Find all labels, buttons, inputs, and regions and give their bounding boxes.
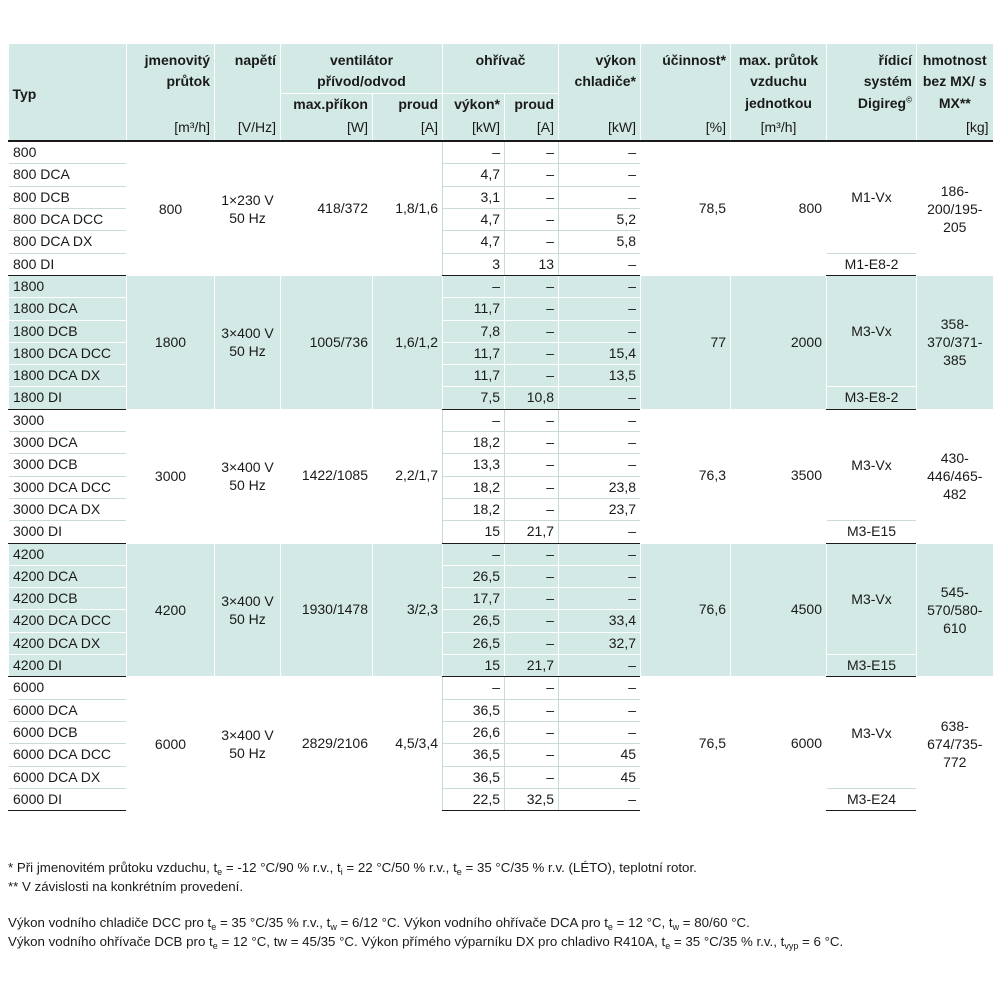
cell-typ: 4200 DCA DX — [9, 632, 127, 654]
cell-weight: 358-370/371-385 — [917, 275, 993, 409]
col-maxflow: max. průtok vzduchu jednotkou — [731, 44, 827, 117]
cell-weight: 638-674/735-772 — [917, 677, 993, 811]
cell-heater-power: 13,3 — [443, 454, 505, 476]
cell-cooler: – — [559, 320, 641, 342]
cell-heater-current: – — [505, 721, 559, 743]
cell-heater-current: – — [505, 186, 559, 208]
cell-heater-power: – — [443, 677, 505, 699]
cell-heater-power: 7,8 — [443, 320, 505, 342]
cell-typ: 3000 DCA DX — [9, 498, 127, 520]
group-1800 — [9, 275, 993, 409]
cell-weight: 430-446/465-482 — [917, 409, 993, 543]
unit-fan-current: [A] — [373, 117, 443, 141]
cell-weight: 186-200/195-205 — [917, 141, 993, 275]
cell-typ: 4200 DCA DCC — [9, 610, 127, 632]
cell-heater-power: – — [443, 275, 505, 297]
cell-typ: 6000 DCA DX — [9, 766, 127, 788]
cell-typ: 800 DCB — [9, 186, 127, 208]
cell-control: M3-Vx — [827, 677, 917, 788]
cell-typ: 3000 DCA — [9, 432, 127, 454]
copyright-mark: © — [906, 94, 913, 104]
cell-typ: 800 — [9, 141, 127, 164]
cell-heater-power: 15 — [443, 521, 505, 543]
cell-typ: 1800 DCA DX — [9, 365, 127, 387]
cell-fan-current: 3/2,3 — [373, 543, 443, 677]
cell-heater-power: 18,2 — [443, 498, 505, 520]
unit-weight: [kg] — [917, 117, 993, 141]
cell-typ: 6000 — [9, 677, 127, 699]
cell-typ: 1800 DCA — [9, 298, 127, 320]
cell-heater-power: 22,5 — [443, 788, 505, 810]
cell-cooler: 13,5 — [559, 365, 641, 387]
cell-cooler: – — [559, 699, 641, 721]
cell-cooler: 23,8 — [559, 476, 641, 498]
cell-heater-current: – — [505, 476, 559, 498]
cell-typ: 800 DCA DCC — [9, 209, 127, 231]
group-6000 — [9, 677, 993, 811]
cell-voltage: 1×230 V 50 Hz — [215, 141, 281, 275]
cell-typ: 800 DCA DX — [9, 231, 127, 253]
footnote-4: Výkon vodního ohřívače DCB pro $t_e = 12$ °C, tw = 45/35 °C. Výkon přímého výparníku DX pro chladivo R410A, $t_e = 35$ °C/35 % r.v., $t_{vyp} = 6$ °C. — [8, 934, 844, 951]
cell-heater-current: – — [505, 766, 559, 788]
footnote-3: Výkon vodního chladiče DCC pro $t_e = 35$ °C/35 % r.v., $t_w = 6/12$ °C. Výkon vodního ohřívače DCA pro $t_e = 12$ °C, $t_w = 80/60$ °C. — [8, 915, 750, 932]
col-fan: ventilátor přívod/odvod — [281, 44, 443, 93]
cell-typ: 4200 — [9, 543, 127, 565]
cell-fan-power: 1422/1085 — [281, 409, 373, 543]
cell-cooler: – — [559, 565, 641, 587]
cell-heater-current: 21,7 — [505, 521, 559, 543]
table-row — [9, 677, 993, 699]
cell-heater-power: 3 — [443, 253, 505, 275]
cell-fan-current: 2,2/1,7 — [373, 409, 443, 543]
cell-heater-power: 11,7 — [443, 365, 505, 387]
cell-flow: 4200 — [127, 543, 215, 677]
table-row — [9, 141, 993, 164]
group-800 — [9, 141, 993, 275]
cell-heater-power: 4,7 — [443, 164, 505, 186]
cell-maxflow: 2000 — [731, 275, 827, 409]
cell-heater-power: 36,5 — [443, 744, 505, 766]
cell-heater-power: – — [443, 543, 505, 565]
cell-typ: 3000 DI — [9, 521, 127, 543]
cell-heater-current: – — [505, 699, 559, 721]
cell-cooler: 23,7 — [559, 498, 641, 520]
unit-control — [827, 117, 917, 141]
unit-heater-current: [A] — [505, 117, 559, 141]
col-fan-power: max.příkon — [281, 93, 373, 117]
cell-heater-current: 13 — [505, 253, 559, 275]
cell-cooler: – — [559, 164, 641, 186]
group-3000 — [9, 409, 993, 543]
cell-heater-current: – — [505, 610, 559, 632]
unit-voltage: [V/Hz] — [215, 117, 281, 141]
cell-maxflow: 6000 — [731, 677, 827, 811]
cell-typ: 800 DI — [9, 253, 127, 275]
cell-heater-power: 26,5 — [443, 632, 505, 654]
cell-heater-current: – — [505, 209, 559, 231]
cell-cooler: – — [559, 543, 641, 565]
cell-maxflow: 3500 — [731, 409, 827, 543]
cell-efficiency: 77 — [641, 275, 731, 409]
cell-cooler: – — [559, 721, 641, 743]
cell-cooler: – — [559, 521, 641, 543]
cell-heater-power: 36,5 — [443, 699, 505, 721]
col-fan-current: proud — [373, 93, 443, 117]
cell-heater-current: – — [505, 565, 559, 587]
col-flow: jmenovitý průtok — [127, 44, 215, 117]
cell-typ: 4200 DCB — [9, 588, 127, 610]
cell-cooler: – — [559, 298, 641, 320]
col-control-label: řídicí systém Digireg — [857, 52, 913, 111]
footnote-2: ** V závislosti na konkrétním provedení. — [8, 879, 244, 894]
cell-weight: 545-570/580-610 — [917, 543, 993, 677]
unit-heater-power: [kW] — [443, 117, 505, 141]
cell-voltage: 3×400 V 50 Hz — [215, 275, 281, 409]
cell-efficiency: 76,5 — [641, 677, 731, 811]
cell-fan-power: 418/372 — [281, 141, 373, 275]
col-heater: ohřívač — [443, 44, 559, 93]
cell-typ: 4200 DI — [9, 655, 127, 677]
cell-cooler: – — [559, 275, 641, 297]
cell-heater-current: – — [505, 498, 559, 520]
cell-typ: 1800 DCA DCC — [9, 342, 127, 364]
cell-heater-current: 21,7 — [505, 655, 559, 677]
cell-flow: 6000 — [127, 677, 215, 811]
cell-typ: 800 DCA — [9, 164, 127, 186]
cell-cooler: 5,8 — [559, 231, 641, 253]
cell-heater-current: – — [505, 543, 559, 565]
cell-control-di: M3-E8-2 — [827, 387, 917, 409]
footnotes — [8, 858, 992, 951]
unit-efficiency: [%] — [641, 117, 731, 141]
cell-fan-power: 1930/1478 — [281, 543, 373, 677]
cell-cooler: 32,7 — [559, 632, 641, 654]
cell-cooler: 45 — [559, 744, 641, 766]
cell-cooler: – — [559, 588, 641, 610]
cell-cooler: – — [559, 253, 641, 275]
cell-fan-current: 1,8/1,6 — [373, 141, 443, 275]
cell-flow: 800 — [127, 141, 215, 275]
unit-fan-power: [W] — [281, 117, 373, 141]
cell-control: M3-Vx — [827, 275, 917, 386]
group-4200 — [9, 543, 993, 677]
cell-heater-current: – — [505, 320, 559, 342]
cell-control: M1-Vx — [827, 141, 917, 253]
cell-cooler: – — [559, 432, 641, 454]
footnote-1: * Při jmenovitém průtoku vzduchu, $t_e = -12$ °C/90 % r.v., $t_i = 22$ °C/50 % r.v., $t_e = 35$ °C/35 % r.v. (LÉTO), teplotní rotor. — [8, 860, 697, 877]
cell-typ: 1800 DCB — [9, 320, 127, 342]
cell-heater-power: 17,7 — [443, 588, 505, 610]
cell-control-di: M3-E15 — [827, 655, 917, 677]
col-heater-current: proud — [505, 93, 559, 117]
cell-heater-power: 11,7 — [443, 298, 505, 320]
col-typ: Typ — [9, 44, 127, 141]
cell-heater-current: – — [505, 409, 559, 431]
cell-typ: 6000 DCB — [9, 721, 127, 743]
table-row — [9, 409, 993, 431]
cell-typ: 6000 DCA — [9, 699, 127, 721]
col-cooler: výkon chladiče* — [559, 44, 641, 117]
cell-maxflow: 4500 — [731, 543, 827, 677]
cell-heater-current: – — [505, 164, 559, 186]
unit-cooler: [kW] — [559, 117, 641, 141]
cell-efficiency: 76,3 — [641, 409, 731, 543]
cell-heater-current: 10,8 — [505, 387, 559, 409]
cell-heater-power: 7,5 — [443, 387, 505, 409]
cell-typ: 3000 — [9, 409, 127, 431]
cell-heater-current: – — [505, 298, 559, 320]
cell-cooler: – — [559, 141, 641, 164]
cell-heater-power: 4,7 — [443, 209, 505, 231]
cell-cooler: – — [559, 677, 641, 699]
cell-heater-power: – — [443, 409, 505, 431]
table-row — [9, 275, 993, 297]
cell-control-di: M1-E8-2 — [827, 253, 917, 275]
cell-fan-current: 4,5/3,4 — [373, 677, 443, 811]
cell-heater-current: – — [505, 677, 559, 699]
cell-cooler: – — [559, 788, 641, 810]
cell-cooler: 33,4 — [559, 610, 641, 632]
cell-typ: 6000 DI — [9, 788, 127, 810]
cell-typ: 1800 DI — [9, 387, 127, 409]
cell-cooler: – — [559, 387, 641, 409]
cell-heater-current: – — [505, 588, 559, 610]
cell-heater-current: – — [505, 632, 559, 654]
cell-voltage: 3×400 V 50 Hz — [215, 543, 281, 677]
cell-fan-power: 1005/736 — [281, 275, 373, 409]
cell-typ: 3000 DCA DCC — [9, 476, 127, 498]
cell-control: M3-Vx — [827, 409, 917, 520]
cell-heater-power: – — [443, 141, 505, 164]
cell-heater-power: 26,5 — [443, 565, 505, 587]
cell-efficiency: 76,6 — [641, 543, 731, 677]
cell-heater-current: 32,5 — [505, 788, 559, 810]
cell-control-di: M3-E24 — [827, 788, 917, 810]
cell-heater-power: 18,2 — [443, 432, 505, 454]
cell-heater-current: – — [505, 275, 559, 297]
unit-maxflow: [m³/h] — [731, 117, 827, 141]
cell-typ: 4200 DCA — [9, 565, 127, 587]
col-efficiency: účinnost* — [641, 44, 731, 117]
cell-heater-current: – — [505, 365, 559, 387]
cell-cooler: – — [559, 186, 641, 208]
cell-efficiency: 78,5 — [641, 141, 731, 275]
cell-fan-power: 2829/2106 — [281, 677, 373, 811]
cell-cooler: 15,4 — [559, 342, 641, 364]
col-weight: hmotnost bez MX/ s MX** — [917, 44, 993, 117]
col-heater-power: výkon* — [443, 93, 505, 117]
cell-heater-power: 15 — [443, 655, 505, 677]
cell-heater-current: – — [505, 141, 559, 164]
cell-fan-current: 1,6/1,2 — [373, 275, 443, 409]
cell-heater-power: 4,7 — [443, 231, 505, 253]
cell-control-di: M3-E15 — [827, 521, 917, 543]
cell-cooler: – — [559, 655, 641, 677]
spec-table — [8, 44, 993, 811]
cell-cooler: – — [559, 454, 641, 476]
table-header — [9, 44, 993, 141]
cell-heater-power: 18,2 — [443, 476, 505, 498]
cell-heater-current: – — [505, 342, 559, 364]
col-voltage: napětí — [215, 44, 281, 117]
cell-heater-current: – — [505, 454, 559, 476]
cell-heater-power: 26,5 — [443, 610, 505, 632]
cell-heater-current: – — [505, 744, 559, 766]
cell-heater-power: 36,5 — [443, 766, 505, 788]
cell-voltage: 3×400 V 50 Hz — [215, 409, 281, 543]
cell-heater-current: – — [505, 432, 559, 454]
cell-heater-power: 26,6 — [443, 721, 505, 743]
cell-heater-power: 3,1 — [443, 186, 505, 208]
cell-cooler: 5,2 — [559, 209, 641, 231]
cell-typ: 3000 DCB — [9, 454, 127, 476]
cell-control: M3-Vx — [827, 543, 917, 654]
cell-flow: 3000 — [127, 409, 215, 543]
col-control — [827, 44, 917, 117]
table-row — [9, 543, 993, 565]
unit-flow: [m³/h] — [127, 117, 215, 141]
cell-heater-current: – — [505, 231, 559, 253]
cell-voltage: 3×400 V 50 Hz — [215, 677, 281, 811]
cell-maxflow: 800 — [731, 141, 827, 275]
cell-typ: 6000 DCA DCC — [9, 744, 127, 766]
cell-flow: 1800 — [127, 275, 215, 409]
cell-heater-power: 11,7 — [443, 342, 505, 364]
cell-cooler: – — [559, 409, 641, 431]
cell-typ: 1800 — [9, 275, 127, 297]
cell-cooler: 45 — [559, 766, 641, 788]
